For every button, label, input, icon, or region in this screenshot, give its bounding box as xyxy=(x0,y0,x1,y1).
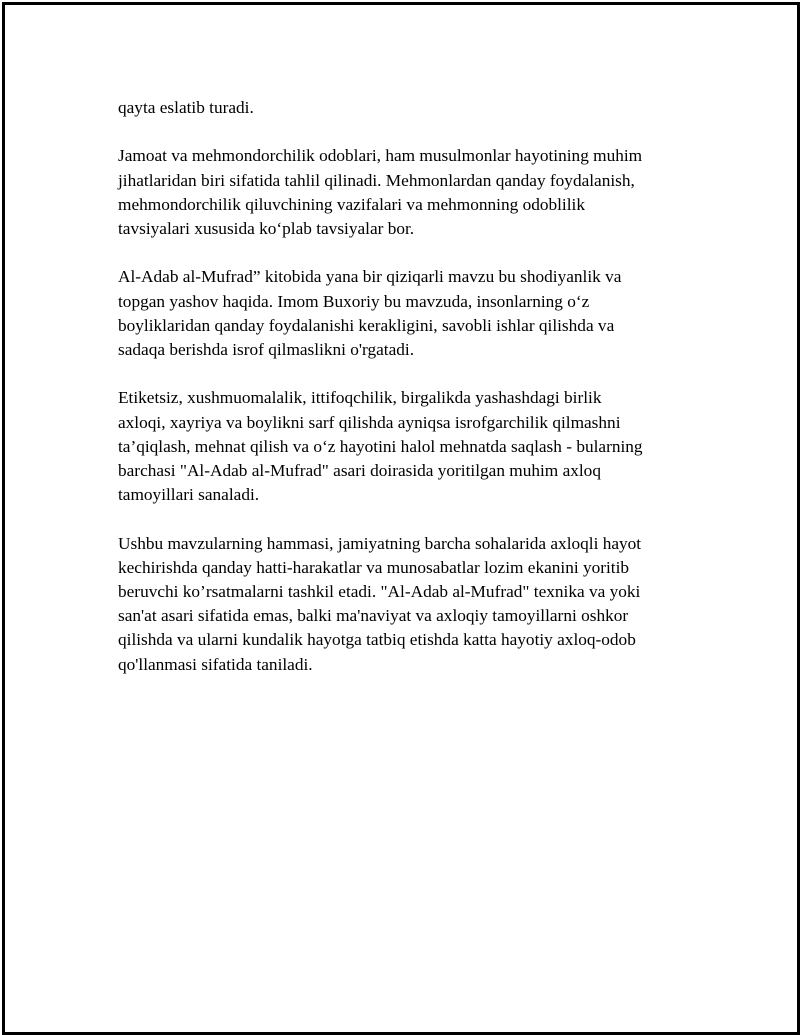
document-body xyxy=(118,96,688,701)
paragraph-summary: Ushbu mavzularning hammasi, jamiyatning barcha sohalarida axloqli hayot kechirishda qanday hatti-harakatlar va munosabatlar lozim ekanini yoritib beruvchi ko’rsatmalarni tashkil etadi. "Al-Adab al-Mufrad" texnika va yoki san'at asari sifatida emas, balki ma'naviyat va axloqiy tamoyillarni oshkor qilishda va ularni kundalik hayotga tatbiq etishda katta hayotiy axloq-odob qo'llanmasi sifatida taniladi. xyxy=(118,533,642,674)
paragraph-wealth: Al-Adab al-Mufrad” kitobida yana bir qiziqarli mavzu bu shodiyanlik va topgan yashov haqida. Imom Buxoriy bu mavzuda, insonlarning o‘z boyliklaridan qanday foydalanishi kerakligini, savobli ishlar qilishda va sadaqa berishda isrof qilmaslikni o'rgatadi. xyxy=(118,267,622,359)
paragraph-hospitality: Jamoat va mehmondorchilik odoblari, ham musulmonlar hayotining muhim jihatlaridan biri sifatida tahlil qilinadi. Mehmonlardan qanday foydalanish, mehmondorchilik qiluvchining vazifalari va mehmonning odoblilik tavsiyalari xususida ko‘plab tavsiyalar bor. xyxy=(118,146,643,238)
page-frame xyxy=(2,2,800,1035)
paragraph-ethics: Etiketsiz, xushmuomalalik, ittifoqchilik, birgalikda yashashdagi birlik axloqi, xayriya va boylikni sarf qilishda ayniqsa isrofgarchilik qilmashni ta’qiqlash, mehnat qilish va o‘z hayotini halol mehnatda saqlash - bularning barchasi "Al-Adab al-Mufrad" asari doirasida yoritilgan muhim axloq tamoyillari sanaladi. xyxy=(118,388,643,505)
paragraph-continuation: qayta eslatib turadi. xyxy=(118,98,254,117)
